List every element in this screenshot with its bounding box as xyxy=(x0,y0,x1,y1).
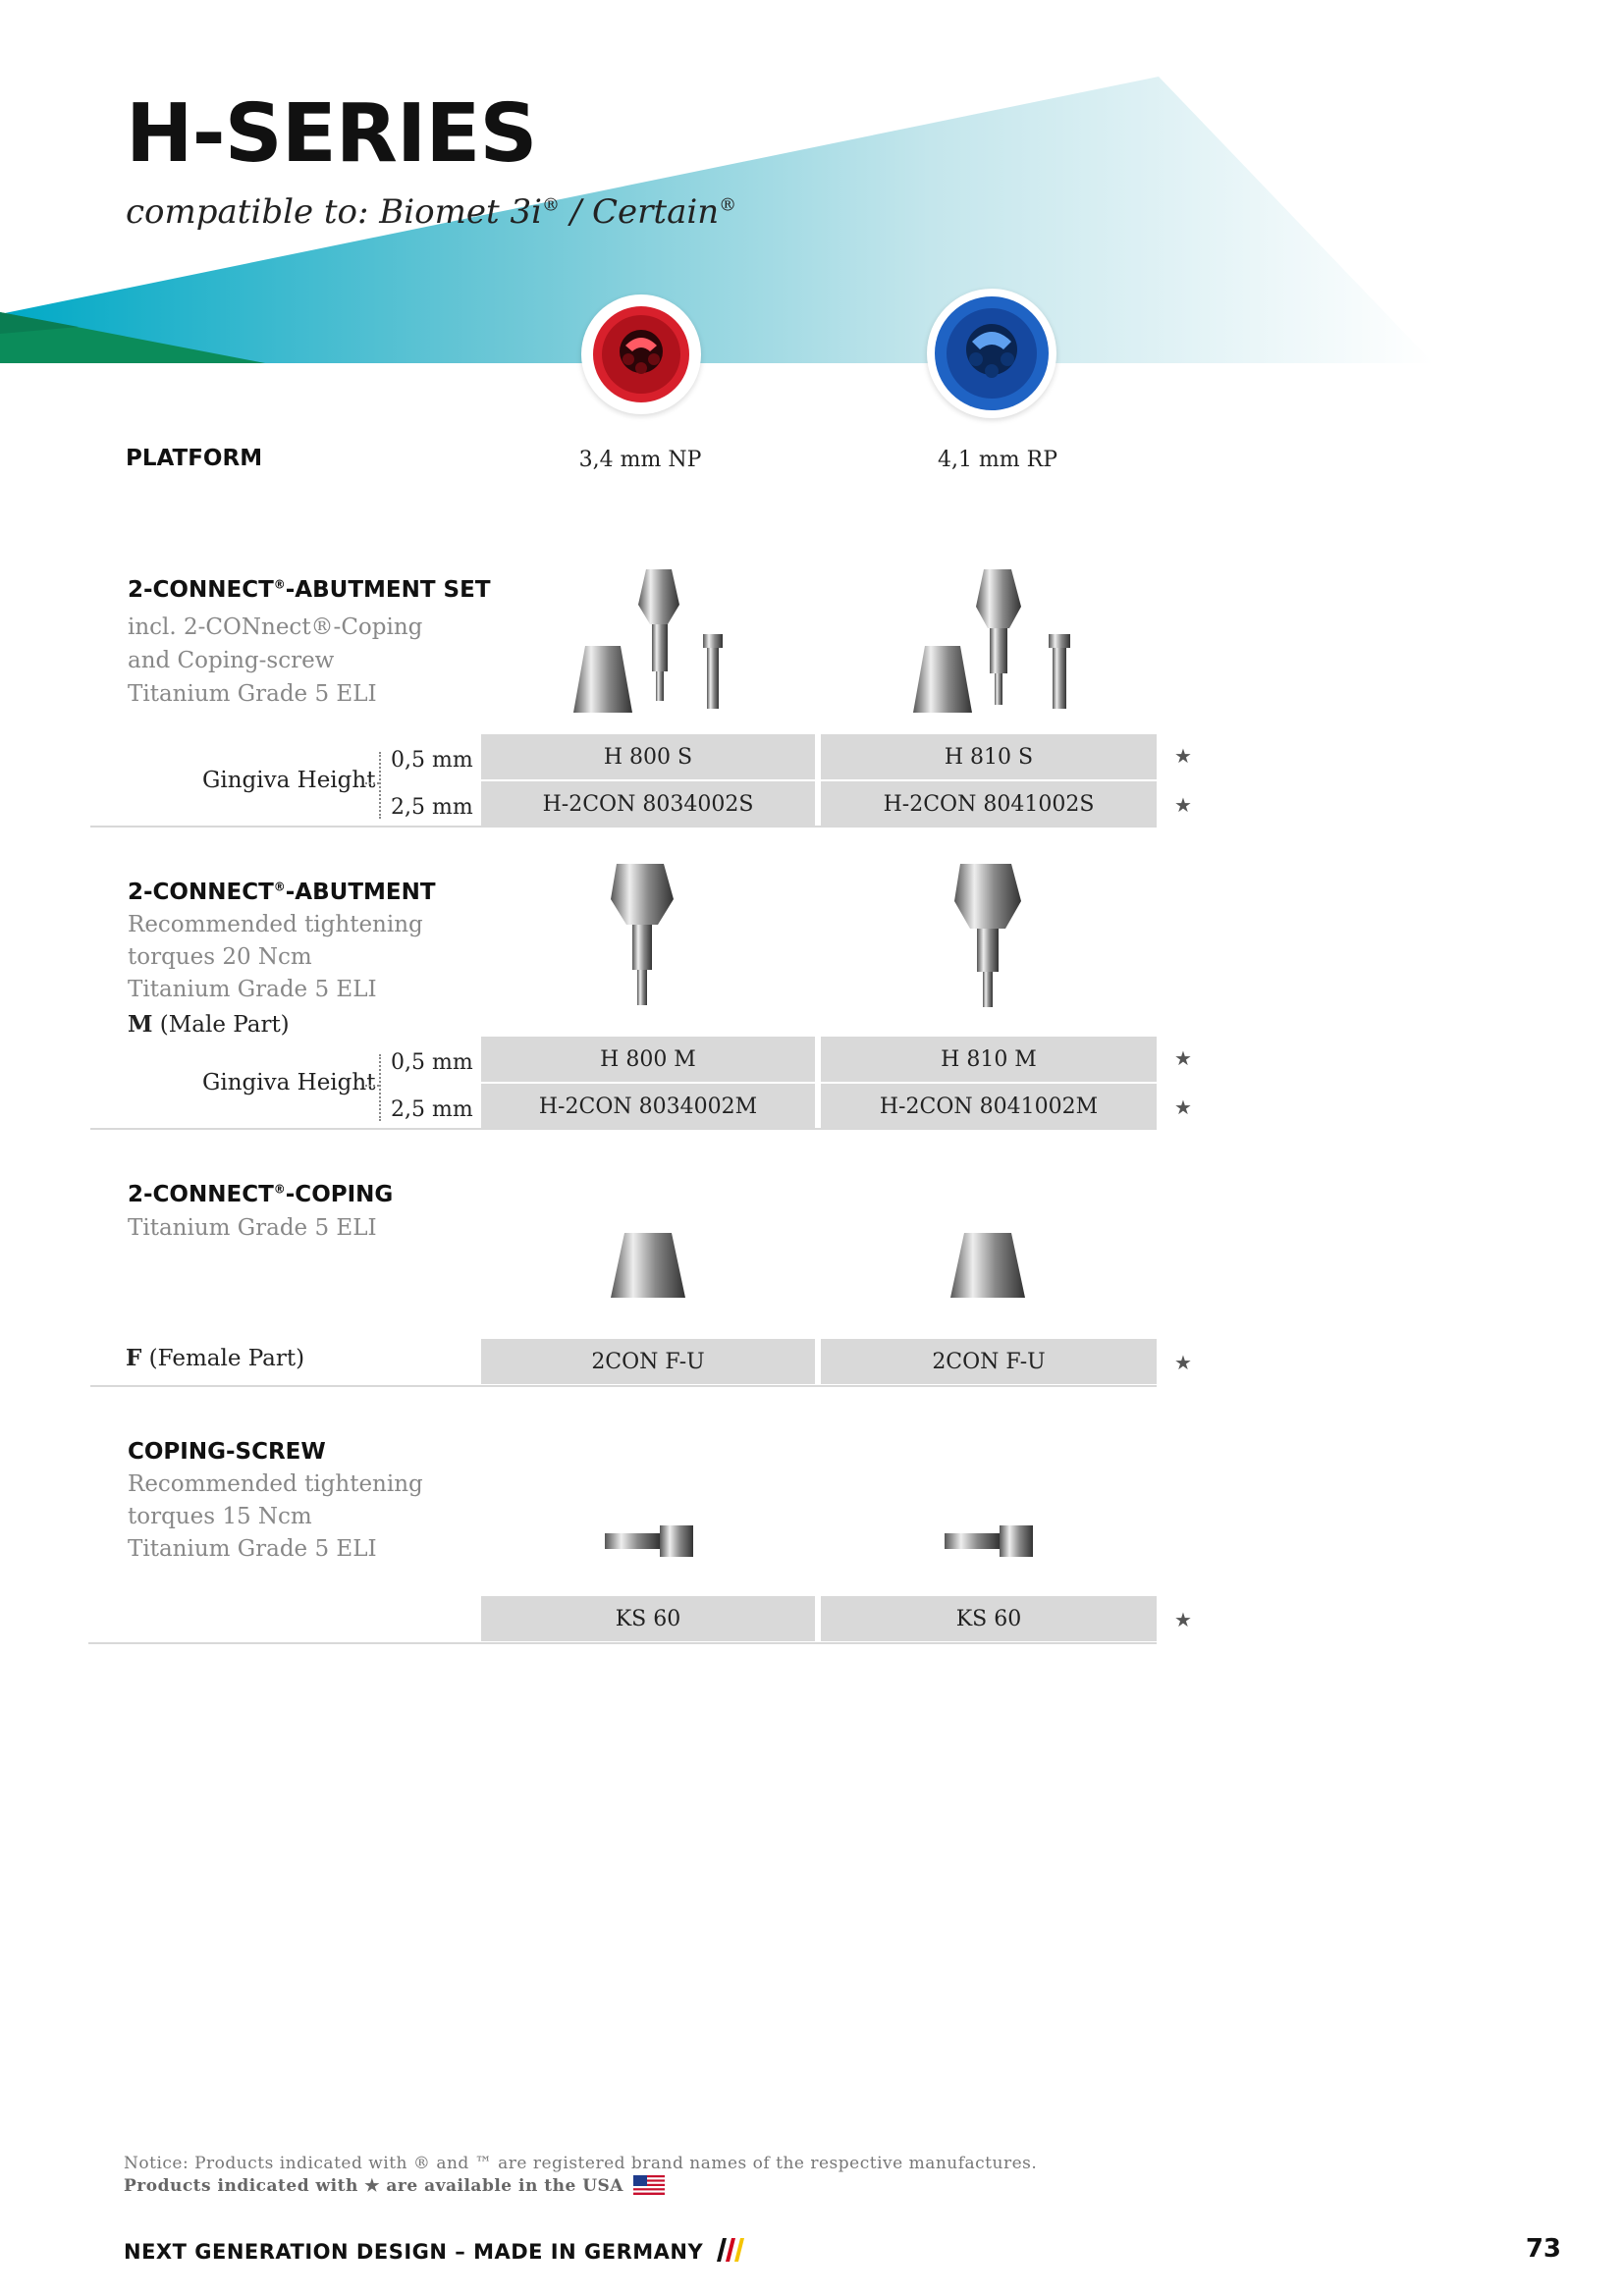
product-code-cell: 2CON F-U xyxy=(821,1339,1157,1384)
notice-usa-line: Products indicated with ★ are available in the USA xyxy=(124,2176,624,2196)
platform-np-icon xyxy=(581,294,701,414)
coping-rp-image xyxy=(947,1229,1029,1302)
dotted-connector xyxy=(365,1085,379,1087)
reg-mark: ® xyxy=(273,577,286,592)
usa-star-icon: ★ xyxy=(1174,1046,1192,1070)
part-label-male xyxy=(128,1011,290,1038)
coping-screw-rp-image xyxy=(943,1522,1035,1561)
desc-line: Titanium Grade 5 ELI xyxy=(128,681,377,707)
section-divider xyxy=(90,1128,1157,1130)
product-code-cell: KS 60 xyxy=(481,1596,815,1641)
gingiva-height-label: Gingiva Height xyxy=(202,768,376,793)
platform-np-badge xyxy=(581,294,701,414)
section-screw-desc xyxy=(128,1468,423,1566)
footer-tagline-text: NEXT GENERATION DESIGN – MADE IN GERMANY xyxy=(124,2240,704,2264)
abutment-set-np-image xyxy=(566,565,742,719)
desc-line: torques 15 Ncm xyxy=(128,1504,312,1529)
footer-tagline xyxy=(124,2238,746,2264)
height-value: 0,5 mm xyxy=(391,748,473,773)
usa-star-icon: ★ xyxy=(1174,1095,1192,1119)
desc-line: Recommended tightening xyxy=(128,912,423,937)
reg-mark: ® xyxy=(273,880,286,894)
title-part: -ABUTMENT xyxy=(285,880,436,905)
usa-star-icon: ★ xyxy=(1174,1351,1192,1374)
product-code-cell: H 810 M xyxy=(821,1037,1157,1082)
part-label-female xyxy=(126,1345,304,1371)
title-part: -ABUTMENT SET xyxy=(285,577,491,603)
platform-rp-label: 4,1 mm RP xyxy=(937,448,1058,472)
dotted-bracket xyxy=(379,1054,381,1121)
usa-star-icon: ★ xyxy=(1174,793,1192,817)
desc-line: torques 20 Ncm xyxy=(128,944,312,970)
header-banner xyxy=(0,0,1624,373)
section-divider xyxy=(88,1642,1157,1644)
height-value: 0,5 mm xyxy=(391,1050,473,1075)
product-code-cell: H-2CON 8041002M xyxy=(821,1084,1157,1129)
part-text: (Male Part) xyxy=(152,1012,290,1038)
desc-line: and Coping-screw xyxy=(128,648,335,673)
section-screw-title: COPING-SCREW xyxy=(128,1439,326,1465)
usa-star-icon: ★ xyxy=(1174,1608,1192,1631)
reg-mark: ® xyxy=(541,194,560,216)
product-code-cell: H 800 M xyxy=(481,1037,815,1082)
notice-text: Notice: Products indicated with ® and ™ are registered brand names of the respective manufactures. xyxy=(124,2154,1038,2173)
platform-rp-icon xyxy=(927,289,1056,418)
product-code-cell: H 800 S xyxy=(481,734,815,779)
desc-line: incl. 2-CONnect®-Coping xyxy=(128,614,423,640)
height-value: 2,5 mm xyxy=(391,1097,473,1122)
abutment-rp-image xyxy=(948,860,1027,1009)
german-stripes-icon xyxy=(717,2238,746,2262)
height-value: 2,5 mm xyxy=(391,795,473,820)
title-part: -COPING xyxy=(285,1182,394,1207)
product-code-cell: H 810 S xyxy=(821,734,1157,779)
notice-usa-text xyxy=(124,2175,665,2196)
title-part: 2-CONNECT xyxy=(128,577,274,603)
us-flag-icon xyxy=(633,2175,665,2195)
product-code-cell: 2CON F-U xyxy=(481,1339,815,1384)
section-divider xyxy=(90,1385,1157,1387)
dotted-connector xyxy=(365,782,379,784)
product-code-cell: H-2CON 8041002S xyxy=(821,781,1157,827)
section-set-desc xyxy=(128,611,422,711)
section-coping-title xyxy=(128,1182,393,1207)
subtitle-sep: / Certain xyxy=(559,192,720,232)
part-text: (Female Part) xyxy=(141,1346,305,1371)
gingiva-height-label: Gingiva Height xyxy=(202,1070,376,1095)
section-divider xyxy=(90,826,1157,828)
coping-np-image xyxy=(607,1229,689,1302)
title-part: 2-CONNECT xyxy=(128,1182,274,1207)
abutment-np-image xyxy=(603,860,681,1009)
usa-star-icon: ★ xyxy=(1174,744,1192,768)
product-code-cell: H-2CON 8034002M xyxy=(481,1084,815,1129)
reg-mark: ® xyxy=(273,1182,286,1197)
reg-mark: ® xyxy=(719,194,737,216)
page-number: 73 xyxy=(1525,2234,1561,2264)
desc-line: Titanium Grade 5 ELI xyxy=(128,1536,377,1562)
title-part: 2-CONNECT xyxy=(128,880,274,905)
product-code-cell: H-2CON 8034002S xyxy=(481,781,815,827)
subtitle-main: compatible to: Biomet 3i xyxy=(126,192,542,232)
product-code-cell: KS 60 xyxy=(821,1596,1157,1641)
desc-line: Titanium Grade 5 ELI xyxy=(128,977,377,1002)
page-title: H-SERIES xyxy=(126,87,537,181)
section-abutment-title xyxy=(128,880,436,905)
coping-screw-np-image xyxy=(603,1522,695,1561)
platform-rp-badge xyxy=(927,289,1056,418)
section-set-title xyxy=(128,577,491,603)
desc-line: Recommended tightening xyxy=(128,1471,423,1497)
abutment-set-rp-image xyxy=(905,565,1082,719)
page-subtitle xyxy=(126,192,736,232)
part-letter: F xyxy=(126,1345,142,1371)
section-abutment-desc xyxy=(128,909,423,1006)
platform-np-label: 3,4 mm NP xyxy=(578,448,702,472)
part-letter: M xyxy=(128,1011,153,1038)
section-coping-desc: Titanium Grade 5 ELI xyxy=(128,1215,377,1241)
platform-heading: PLATFORM xyxy=(126,446,263,471)
dotted-bracket xyxy=(379,752,381,819)
